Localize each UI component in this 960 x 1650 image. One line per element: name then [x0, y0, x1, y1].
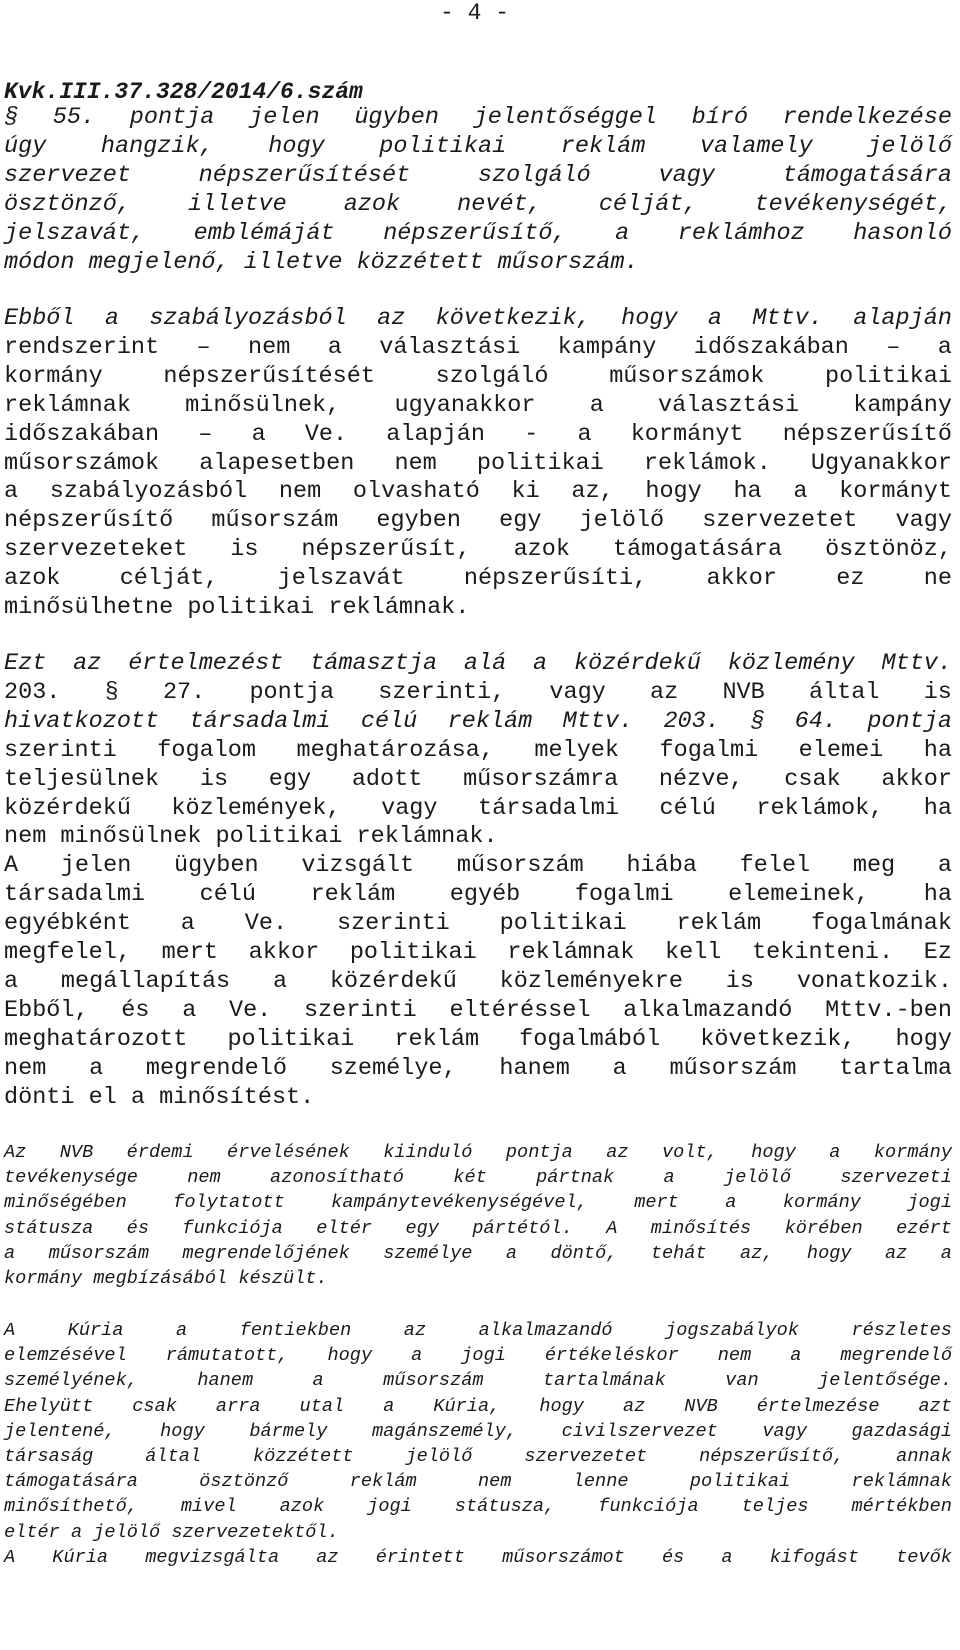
- text-line: egyébként a Ve. szerinti politikai reklám fogalmának: [4, 910, 952, 938]
- text-line: 203. § 27. pontja szerinti, vagy az NVB által is: [4, 678, 952, 706]
- text-line: módon megjelenő, illetve közzétett műsorszám.: [4, 248, 639, 276]
- text-line: kormány megbízásából készült.: [4, 1268, 328, 1290]
- text-line: Ezt az értelmezést támasztja alá a közérdekű közlemény Mttv.: [4, 650, 952, 677]
- text-line: népszerűsítő műsorszám egyben egy jelölő szervezetet vagy: [4, 507, 952, 535]
- text-line: § 55. pontja jelen ügyben jelentőséggel bíró rendelkezése: [4, 104, 952, 131]
- text-line: azok célját, jelszavát népszerűsíti, akkor ez ne: [4, 565, 952, 593]
- text-line: Ehelyütt csak arra utal a Kúria, hogy az NVB értelmezése azt: [4, 1395, 952, 1417]
- text-line: Az NVB érdemi érvelésének kiinduló pontja az volt, hogy a kormány: [4, 1142, 952, 1163]
- text-line: társadalmi célú reklám egyéb fogalmi elemeinek, ha: [4, 881, 952, 909]
- text-line: támogatására ösztönző reklám nem lenne politikai reklámnak: [4, 1471, 952, 1493]
- text-line: a szabályozásból nem olvasható ki az, hogy ha a kormányt: [4, 478, 952, 506]
- text-line: minősíthető, mivel azok jogi státusza, funkciója teljes mértékben: [4, 1496, 952, 1518]
- text-line: A Kúria megvizsgálta az érintett műsorszámot és a kifogást tevők: [4, 1546, 952, 1568]
- text-line: a megállapítás a közérdekű közleményekre is vonatkozik.: [4, 967, 952, 995]
- text-line: személyének, hanem a műsorszám tartalmának van jelentősége.: [4, 1370, 952, 1392]
- paragraph-5: [4, 1318, 952, 1570]
- text-line: teljesülnek is egy adott műsorszámra nézve, csak akkor: [4, 765, 952, 793]
- text-line: közérdekű közlemények, vagy társadalmi célú reklámok, ha: [4, 794, 952, 822]
- text-line: megfelel, mert akkor politikai reklámnak kell tekinteni. Ez: [4, 939, 952, 967]
- text-line: státusza és funkciója eltér egy pártétól. A minősítés körében ezért: [4, 1217, 952, 1239]
- text-line: nem minősülnek politikai reklámnak.: [4, 823, 498, 851]
- text-line: rendszerint – nem a választási kampány időszakában – a: [4, 333, 952, 361]
- text-line: ösztönző, illetve azok nevét, célját, tevékenységét,: [4, 190, 952, 218]
- text-line: kormány népszerűsítését szolgáló műsorszámok politikai: [4, 362, 952, 390]
- text-line: úgy hangzik, hogy politikai reklám valamely jelölő: [4, 132, 952, 160]
- text-line: A Kúria a fentiekben az alkalmazandó jogszabályok részletes: [4, 1320, 952, 1341]
- text-line: minőségében folytatott kampánytevékenységével, mert a kormány jogi: [4, 1192, 952, 1214]
- paragraph-3: [4, 650, 952, 1113]
- paragraph-4: [4, 1140, 952, 1291]
- text-line: Ebből, és a Ve. szerinti eltéréssel alkalmazandó Mttv.-ben: [4, 996, 952, 1024]
- text-line: elemzésével rámutatott, hogy a jogi értékeléskor nem a megrendelő: [4, 1345, 952, 1367]
- text-line: hivatkozott társadalmi célú reklám Mttv. 203. § 64. pontja: [4, 707, 952, 735]
- text-line: Ebből a szabályozásból az következik, hogy a Mttv. alapján: [4, 305, 952, 332]
- text-line: dönti el a minősítést.: [4, 1083, 315, 1111]
- text-line: meghatározott politikai reklám fogalmából következik, hogy: [4, 1025, 952, 1053]
- text-line: szervezeteket is népszerűsít, azok támogatására ösztönöz,: [4, 536, 952, 564]
- text-line: műsorszámok alapesetben nem politikai reklámok. Ugyanakkor: [4, 449, 952, 477]
- paragraph-2: [4, 305, 952, 623]
- text-line: minősülhetne politikai reklámnak.: [4, 594, 470, 622]
- page-number: - 4 -: [440, 0, 510, 26]
- text-line: jelszavát, emblémáját népszerűsítő, a reklámhoz hasonló: [4, 219, 952, 247]
- text-line: szerinti fogalom meghatározása, melyek fogalmi elemei ha: [4, 736, 952, 764]
- text-line: szervezet népszerűsítését szolgáló vagy támogatására: [4, 161, 952, 189]
- text-line: A jelen ügyben vizsgált műsorszám hiába felel meg a: [4, 852, 952, 880]
- case-number: Kvk.III.37.328/2014/6.szám: [4, 79, 363, 105]
- text-line: a műsorszám megrendelőjének személye a döntő, tehát az, hogy az a: [4, 1242, 952, 1264]
- text-line: reklámnak minősülnek, ugyanakkor a választási kampány: [4, 391, 952, 419]
- paragraph-1: [4, 104, 952, 277]
- text-line: eltér a jelölő szervezetektől.: [4, 1521, 339, 1543]
- text-line: jelentené, hogy bármely magánszemély, civilszervezet vagy gazdasági: [4, 1420, 952, 1442]
- text-line: társaság által közzétett jelölő szervezetet népszerűsítő, annak: [4, 1446, 952, 1468]
- text-line: nem a megrendelő személye, hanem a műsorszám tartalma: [4, 1054, 952, 1082]
- text-line: időszakában – a Ve. alapján - a kormányt népszerűsítő: [4, 420, 952, 448]
- text-line: tevékenysége nem azonosítható két pártnak a jelölő szervezeti: [4, 1167, 952, 1189]
